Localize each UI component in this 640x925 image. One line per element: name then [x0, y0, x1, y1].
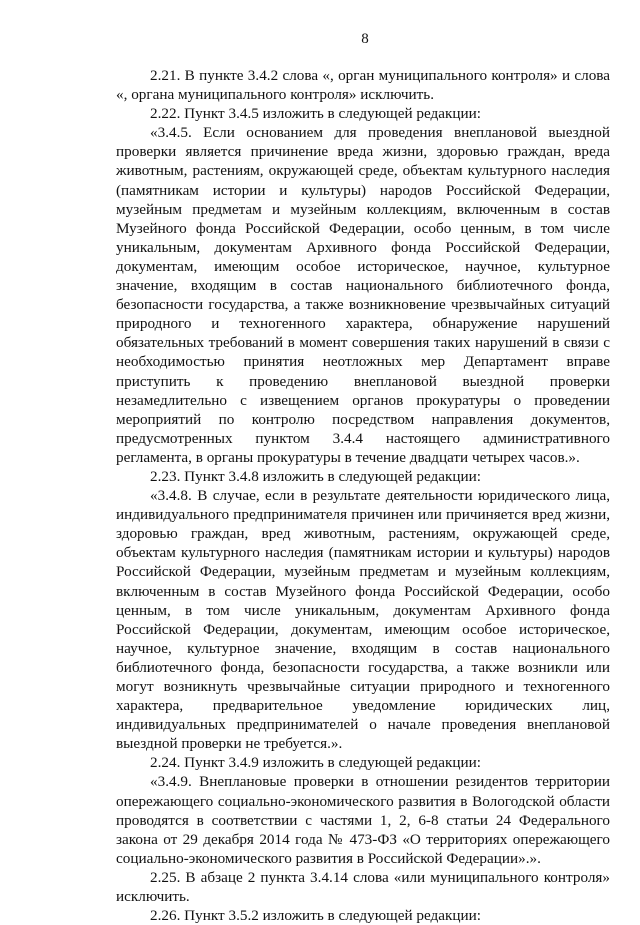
paragraph-2-23: 2.23. Пункт 3.4.8 изложить в следующей редакции:	[150, 467, 481, 485]
document-page	[116, 30, 610, 925]
paragraph-2-26: 2.26. Пункт 3.5.2 изложить в следующей редакции:	[150, 907, 481, 925]
paragraph-3-4-9: «3.4.9. Внеплановые проверки в отношении резидентов территории опережающего социально-экономического развития в Вологодской области проводятся в соответствии с частями 1, 2, 6-8 статьи 24 Федерального закона от 29 декабря 2014 года № 473-ФЗ «О территориях опережающего социально-экономического развития в Российской Федерации».».	[116, 773, 610, 867]
paragraph-3-4-5: «3.4.5. Если основанием для проведения внеплановой выездной проверки является причинение вреда жизни, здоровью граждан, вреда животным, растениям, окружающей среде, объектам культурного наследия (памятникам истории и культуры) народов Российской Федерации, музейным предметам и музейным коллекциям, включенным в состав Музейного фонда Российской Федерации, особо ценным, в том числе уникальным, документам Архивного фонда Российской Федерации, документам, имеющим особое историческое, научное, культурное значение, входящим в состав национального библиотечного фонда, безопасности государства, а также возникновение чрезвычайных ситуаций природного и техногенного характера, обнаружение нарушений обязательных требований в момент совершения таких нарушений в связи с необходимостью принятия неотложных мер Департамент вправе приступить к проведению внеплановой выездной проверки незамедлительно с извещением органов прокуратуры о проведении мероприятий по контролю посредством направления документов, предусмотренных пунктом 3.4.4 настоящего административного регламента, в органы прокуратуры в течение двадцати четырех часов.».	[116, 124, 610, 466]
paragraph-2-21: 2.21. В пункте 3.4.2 слова «, орган муниципального контроля» и слова «, органа муниципального контроля» исключить.	[116, 67, 610, 104]
paragraph-2-24: 2.24. Пункт 3.4.9 изложить в следующей редакции:	[150, 754, 481, 772]
paragraph-3-4-8: «3.4.8. В случае, если в результате деятельности юридического лица, индивидуального предпринимателя причинен или причиняется вред жизни, здоровью граждан, вред животным, растениям, окружающей среде, объектам культурного наследия (памятникам истории и культуры) народов Российской Федерации, музейным предметам и музейным коллекциям, включенным в состав Музейного фонда Российской Федерации, особо ценным, в том числе уникальным, документам Архивного фонда Российской Федерации, документам, имеющим особое историческое, научное, культурное значение, входящим в состав национального библиотечного фонда, безопасности государства, а также возникли или могут возникнуть чрезвычайные ситуации природного и техногенного характера, предварительное уведомление юридических лиц, индивидуальных предпринимателей о начале проведения внеплановой выездной проверки не требуется.».	[116, 487, 610, 753]
paragraph-2-22: 2.22. Пункт 3.4.5 изложить в следующей редакции:	[150, 105, 481, 123]
paragraph-2-25: 2.25. В абзаце 2 пункта 3.4.14 слова «или муниципального контроля» исключить.	[116, 868, 610, 906]
page-number: 8	[361, 31, 369, 47]
